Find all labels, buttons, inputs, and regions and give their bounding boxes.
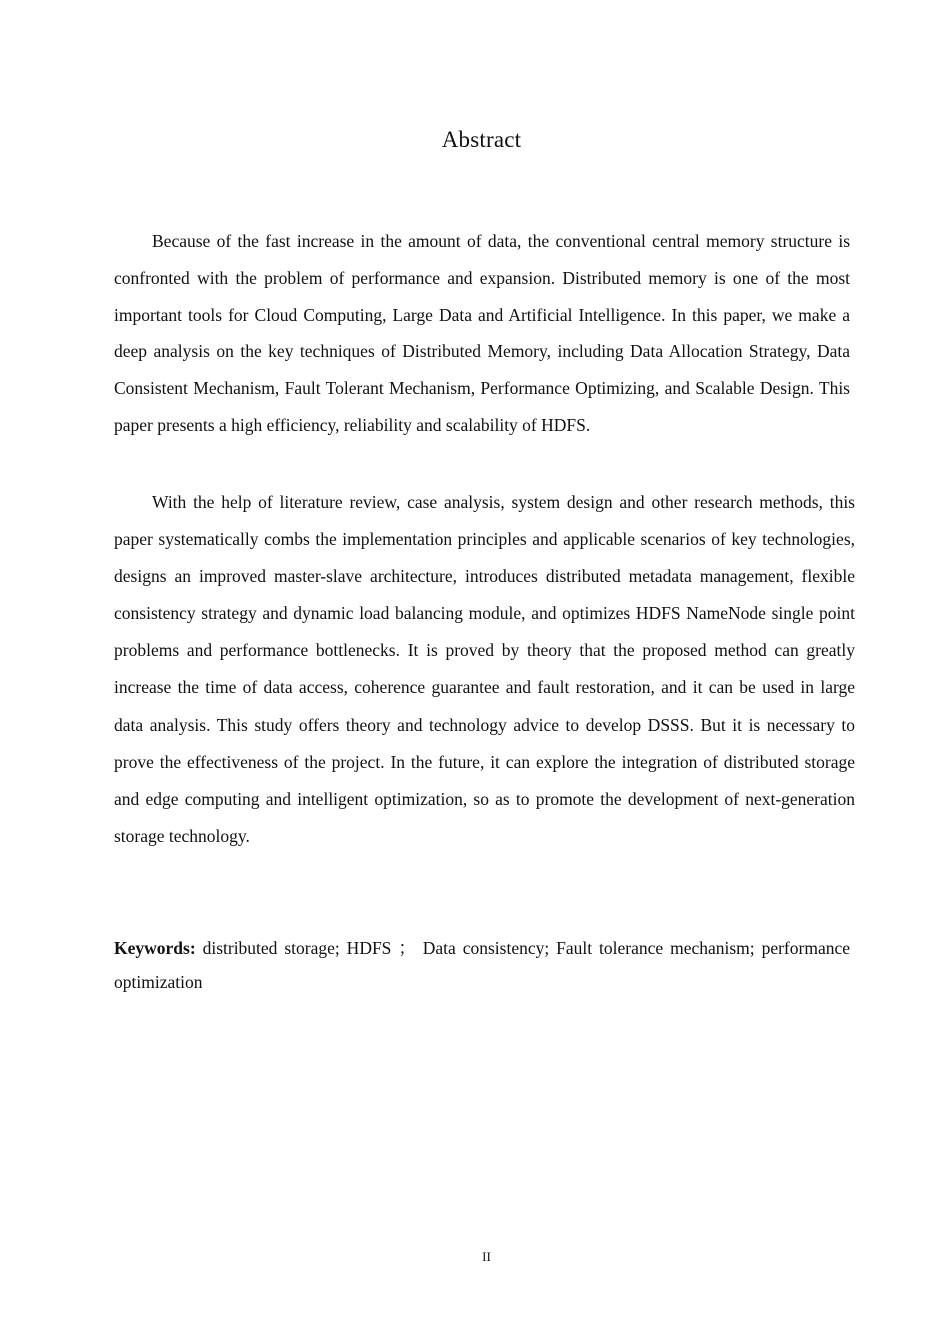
- abstract-paragraph-1: Because of the fast increase in the amount of data, the conventional central memory structure is confronted with the problem of performance and expansion. Distributed memory is one of the most important tools for Cloud Computing, Large Data and Artificial Intelligence. In this paper, we make a deep analysis on the key techniques of Distributed Memory, including Data Allocation Strategy, Data Consistent Mechanism, Fault Tolerant Mechanism, Performance Optimizing, and Scalable Design. This paper presents a high efficiency, reliability and scalability of HDFS.: [114, 231, 850, 435]
- keywords-label: Keywords:: [114, 938, 196, 958]
- keywords-text: distributed storage; HDFS ； Data consistency; Fault tolerance mechanism; performance optimization: [114, 938, 850, 992]
- abstract-paragraph-2: With the help of literature review, case analysis, system design and other research methods, this paper systematically combs the implementation principles and applicable scenarios of key technologies, designs an improved master-slave architecture, introduces distributed metadata management, flexible consistency strategy and dynamic load balancing module, and optimizes HDFS NameNode single point problems and performance bottlenecks. It is proved by theory that the proposed method can greatly increase the time of data access, coherence guarantee and fault restoration, and it can be used in large data analysis. This study offers theory and technology advice to develop DSSS. But it is necessary to prove the effectiveness of the project. In the future, it can explore the integration of distributed storage and edge computing and intelligent optimization, so as to promote the development of next-generation storage technology.: [114, 492, 855, 846]
- keywords-line: [114, 931, 850, 999]
- page-number: II: [482, 1249, 491, 1264]
- abstract-title: Abstract: [441, 127, 522, 152]
